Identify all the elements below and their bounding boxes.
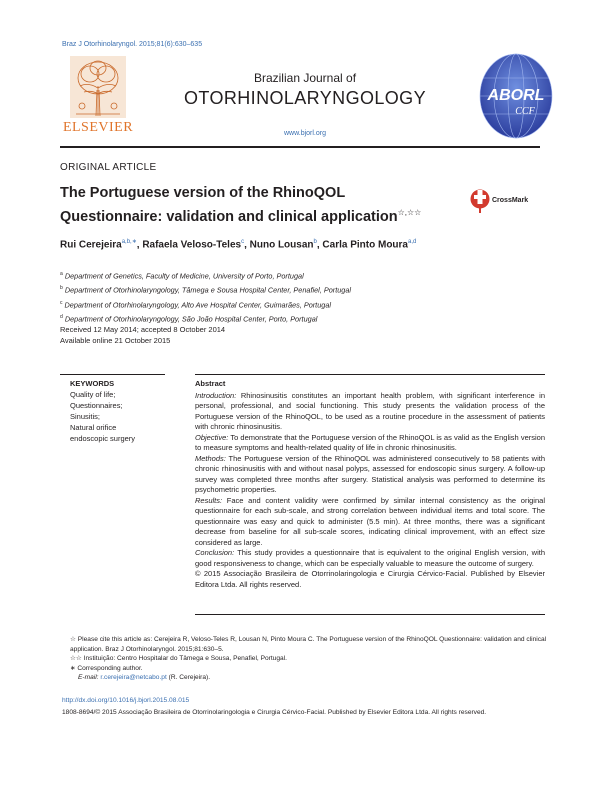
header-divider (60, 146, 540, 148)
footnote-text: Please cite this article as: Cerejeira R, Veloso-Teles R, Lousan N, Pinto Moura C. The Portuguese version of the RhinoQOL Questionnaire: validation and clinical application. Braz J Otorhinolaryngol. 2015;81:630–5. (70, 636, 547, 653)
article-dates (60, 325, 540, 346)
elsevier-wordmark: ELSEVIER (62, 120, 134, 135)
keywords-divider (60, 374, 165, 375)
affiliation-item (60, 297, 540, 311)
doi-link[interactable]: http://dx.doi.org/10.1016/j.bjorl.2015.08.015 (62, 697, 190, 704)
keyword-item: endoscopic surgery (70, 434, 136, 443)
footnote-corresponding (62, 664, 547, 674)
keyword-item: Quality of life; (70, 390, 116, 399)
author-affiliation-marks[interactable]: a,d (408, 239, 417, 245)
abstract-divider (195, 374, 545, 375)
author-list: Rui Cerejeira$^{a,b,∗}$, Rafaela Veloso-Teles$^c$, Nuno Lousan$^b$, Carla Pinto Moura$^{a,d}$ (60, 239, 417, 251)
footnote-text: Corresponding author. (77, 664, 143, 672)
journal-name: OTORHINOLARYNGOLOGY (184, 88, 426, 108)
affiliation-item (60, 311, 540, 325)
footnotes (62, 635, 547, 683)
ccf-logo-text: CCF (515, 106, 535, 117)
journal-url-link[interactable]: www.bjorl.org (283, 130, 326, 137)
abstract-text: To demonstrate that the Portuguese version of the RhinoQOL is as valid as the English version to measure symptoms and health-related quality of life in chronic rhinosinusitis. (195, 432, 546, 452)
elsevier-logo (60, 56, 136, 136)
keywords-heading: KEYWORDS (70, 379, 115, 388)
affiliation-item (60, 282, 540, 296)
affiliation-text: Department of Otorhinolaryngology, Tâmega e Sousa Hospital Center, Penafiel, Portugal (64, 285, 352, 295)
author-email-link[interactable]: r.cerejeira@netcabo.pt (100, 674, 167, 682)
footnote-email (62, 673, 547, 683)
journal-name-prefix: Brazilian Journal of (253, 71, 357, 85)
keyword-item: Natural orifice (70, 423, 117, 432)
crossmark-icon (470, 188, 490, 214)
author-affiliation-marks[interactable]: b (313, 239, 317, 245)
abstract-label: Conclusion: (195, 548, 235, 557)
keywords-list (70, 389, 160, 444)
abstract-heading: Abstract (195, 379, 226, 388)
abstract-conclusion (195, 548, 545, 569)
affiliation-text: Department of Genetics, Faculty of Medicine, University of Porto, Portugal (64, 271, 304, 281)
footnote-institution (62, 654, 547, 664)
title-footnote-marks[interactable]: ☆,☆☆ (397, 208, 422, 217)
issn-copyright: 1808-8694/© 2015 Associação Brasileira de Otorrinolaringologia e Cirurgia Cérvico-Facial. Published by Elsevier Editora Ltda. All rights reserved. (62, 709, 487, 716)
footnote-mark: ∗ (70, 664, 76, 672)
author-name: Nuno Lousan (249, 239, 314, 251)
affiliation-mark: c (60, 299, 63, 306)
affiliation-text: Department of Otorhinolaryngology, São João Hospital Center, Porto, Portugal (64, 314, 318, 324)
abstract-label: Introduction: (195, 390, 237, 400)
abstract-text: The Portuguese version of the RhinoQOL was administered consecutively to 58 patients with chronic rhinosinusitis with and without nasal polyps, assessed for endoscopic sinus surgery. A follow-up survey was completed three months after surgery. Statistical analysis was performed to determine its psychometric properties. (195, 453, 545, 494)
journal-citation: Braz J Otorhinolaryngol. 2015;81(6):630–635 (62, 41, 203, 48)
abstract-bottom-divider (195, 614, 545, 615)
author-name: Carla Pinto Moura (322, 239, 408, 251)
abstract-copyright: © 2015 Associação Brasileira de Otorrinolaringologia e Cirurgia Cérvico-Facial. Published by Elsevier Editora Ltda. All rights reserved. (195, 569, 545, 589)
abstract-label: Methods: (195, 453, 226, 463)
abstract-section (195, 379, 545, 590)
crossmark-label: CrossMark (492, 197, 529, 204)
footnote-text: Instituição: Centro Hospitalar do Tâmega e Sousa, Penafiel, Portugal. (83, 655, 287, 663)
abstract-methods (195, 454, 545, 496)
article-title-line-2 (60, 203, 460, 227)
email-label: E-mail: (78, 674, 99, 682)
affiliations-list (60, 268, 540, 326)
article-title (60, 184, 460, 227)
online-date: Available online 21 October 2015 (60, 335, 171, 345)
affiliation-mark: a (60, 271, 63, 277)
affiliation-mark: d (60, 314, 63, 321)
abstract-text: Rhinosinusitis constitutes an important health problem, with significant interference in personal, professional, and social functioning. This study presents the validation process of the Portuguese version of the RhinoQOL, to be used as a routine procedure in the assessment of patients with chronic rhinosinusitis. (195, 390, 545, 431)
footnote-mark: ☆ (70, 636, 76, 643)
footnote-citation (62, 635, 547, 654)
affiliation-item (60, 268, 540, 282)
footnote-mark: ☆☆ (70, 655, 82, 663)
aborl-ccf-logo (477, 50, 555, 142)
received-accepted-date: Received 12 May 2014; accepted 8 October 2014 (60, 325, 226, 334)
crossmark-button[interactable] (470, 188, 555, 216)
article-type: ORIGINAL ARTICLE (60, 162, 157, 173)
author-name: Rui Cerejeira (60, 239, 122, 251)
elsevier-tree-icon (70, 56, 126, 118)
abstract-text: This study provides a questionnaire that is equivalent to the original English version, with good responsiveness to change, which can be especially valuable to measure the outcome of surgery. (195, 548, 545, 568)
abstract-label: Objective: (195, 432, 229, 442)
article-title-line-2-text: Questionnaire: validation and clinical application (60, 208, 398, 225)
keyword-item: Sinusitis; (70, 412, 101, 421)
affiliation-mark: b (60, 285, 63, 292)
abstract-text: Face and content validity were confirmed by similar internal consistency as the original questionnaire for each sub-scale, and strong correlation between individual items and total score. The questionnaire was easy and quick to administer (5.5 min). At three months, there was a significant decrease from baseline for all sub-scale scores, indicating clinical improvement, with an effect size considered as large. (195, 495, 545, 547)
email-suffix: (R. Cerejeira). (168, 674, 211, 682)
author-name: Rafaela Veloso-Teles (142, 239, 242, 251)
author-affiliation-marks[interactable]: a,b,∗ (121, 239, 137, 245)
abstract-label: Results: (195, 495, 223, 505)
author-affiliation-marks[interactable]: c (241, 239, 245, 245)
abstract-objective (195, 433, 545, 454)
affiliation-text: Department of Otorhinolaryngology, Alto Ave Hospital Center, Guimarães, Portugal (64, 300, 332, 310)
abstract-introduction (195, 391, 545, 433)
aborl-logo-text: ABORL (487, 87, 545, 104)
article-title-line-1: The Portuguese version of the RhinoQOL (60, 185, 346, 201)
abstract-results (195, 496, 545, 549)
keyword-item: Questionnaires; (70, 401, 123, 410)
